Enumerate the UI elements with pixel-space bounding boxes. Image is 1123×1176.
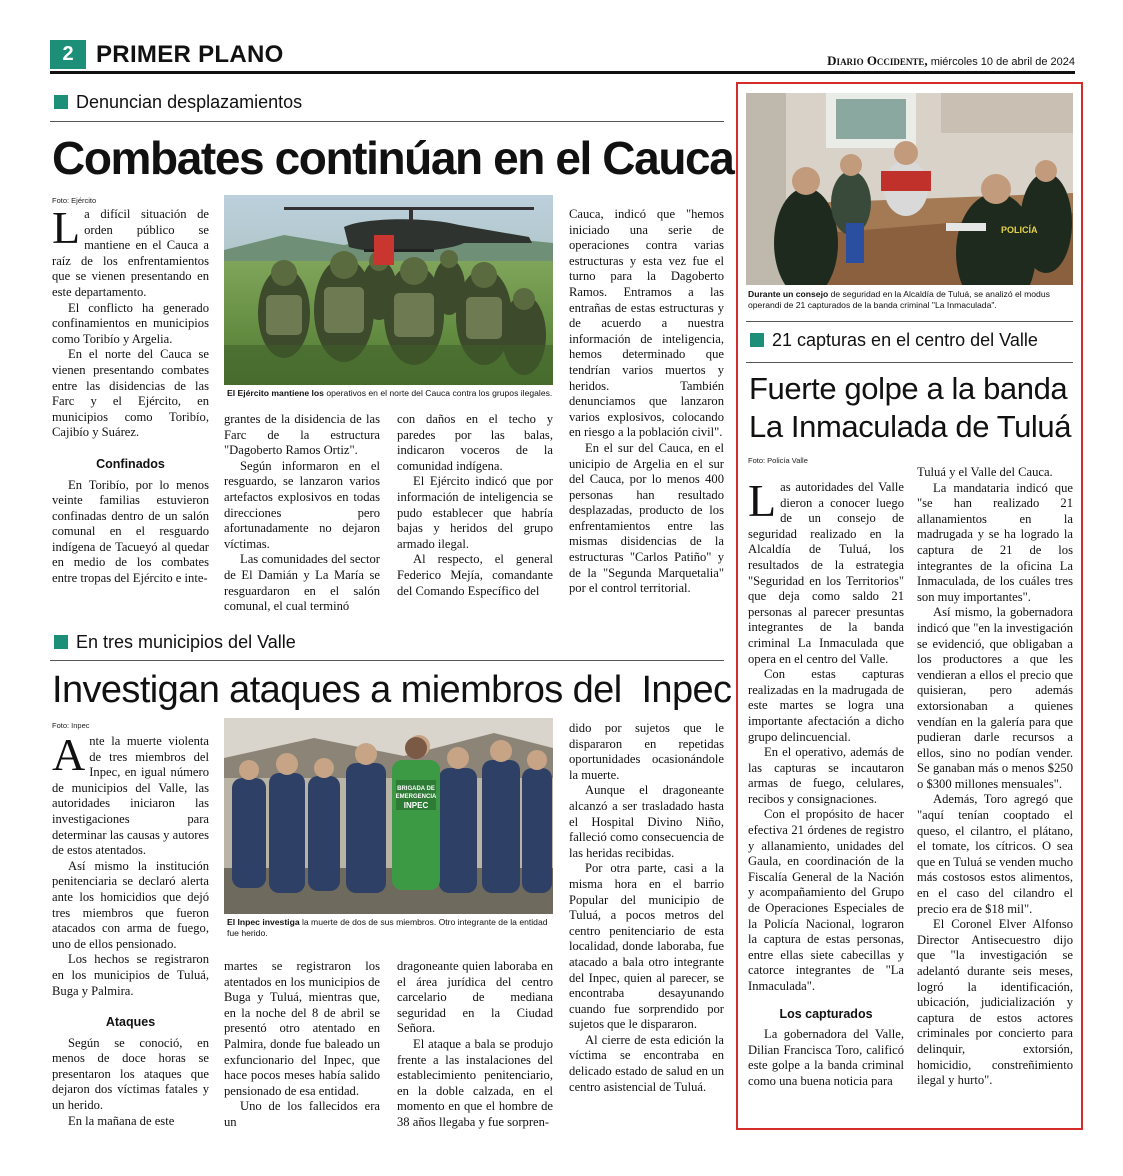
svg-text:EMERGENCIA: EMERGENCIA	[395, 794, 437, 800]
article2-kicker-rule	[50, 660, 724, 661]
article2-photo-caption: El Inpec investiga la muerte de dos de sus miembros. Otro integrante de la entidad fue herido.	[227, 917, 548, 938]
article2-kicker: En tres municipios del Valle	[54, 632, 296, 653]
article3-photo	[746, 93, 1073, 285]
article3-column-1: Las autoridades del Valle dieron a conocer luego de un consejo de seguridad realizado en la Alcaldía de Tuluá, los resultados de la estrategia "Seguridad en los Territorios" que deja como saldo 21 personas al parecer presuntas integrantes de la banda criminal La Inmaculada que opera en el centro del Valle. Con estas capturas realizadas en la madrugada de este martes se logra una importante afectación a dicho grupo delincuencial. En el operativo, además de las capturas se incautaron armas de fuego, celulares, recibos y consignaciones. Con el propósito de hacer efectiva 21 órdenes de registro y allanamiento, unidades del Gaula, en coordinación de la Fiscalía General de la Nación y acompañamiento del Grupo de Operaciones Especiales de la Policía Nacional, lograron la captura de estas personas, entre ellas siete cabecillas y catorce integrantes de "La Inmaculada". Los capturados La gobernadora del Valle, Dilian Francisca Toro, calificó este golpe a la banda criminal como una buena noticia para	[748, 475, 904, 1088]
article2-headline: Investigan ataques a miembros del Inpec	[52, 669, 732, 711]
article3-column-2: Tuluá y el Valle del Cauca. La mandataria indicó que "se han realizado 21 allanamientos en la madrugada y se ha logrado la captura de 21 de los integrantes de la oficina La Inmaculada, de los cuáles tres son muy importantes". Así mismo, la gobernadora indicó que "en la investigación se evidenció, que obligaban a los productores a que les vendieran a ellos el precio que quisieran, pero además extorsionaban a quienes vendían en la galería para que pudieran darle recursos a ellos, sino no podían vender. Se ganaban más o menos $250 o $300 millones mensuales". Además, Toro agregó que "aquí tenían cooptado el queso, el cilantro, el plátano, el tomate, los cítricos. O sea que en Tuluá se venden mucho más costosos estos alimentos, en el caso del cilandro el precio era de $18 mil". El Coronel Elver Alfonso Director Antisecuestro dijo que "la investigación se adelantó durante seis meses, logró la identificación, ubicación, judicialización y captura de estos actores criminales por concierto para delinquir, extorsión, homicidio, constreñimiento ilegal y hurto".	[917, 465, 1073, 1088]
section-square-icon	[54, 95, 68, 109]
article1-headline: Combates continúan en el Cauca	[52, 132, 734, 184]
svg-text:INPEC: INPEC	[403, 801, 429, 810]
article2-photo	[224, 718, 553, 914]
article3-kicker: 21 capturas en el centro del Valle	[750, 330, 1038, 351]
article1-column-4: Cauca, indicó que "hemos iniciado una serie de operaciones contra varias estructuras y esta vez fue el turno para la Dagoberto Ramos. Entramos a las entrañas de estas estructuras y de acuerdo a nuestra información de inteligencia, hemos determinado que tendrían varios muertos y heridos. También denunciamos que lanzaron varios explosivos, colocando en riesgo a la población civil". En el sur del Cauca, en el unicipio de Argelia en el sur del Cauca, por lo menos 400 personas han resultado desplazadas, producto de los enfrentamientos entre las mismas disidencias de la estructuras "Carlos Patiño" y de la "Segunda Marquetalia" por el control territorial.	[569, 207, 724, 596]
svg-text:BRIGADA DE: BRIGADA DE	[397, 786, 435, 792]
article2-column-4: dido por sujetos que le dispararon en repetidas oportunidades ocasionándole la muerte. Aunque el dragoneante alcanzó a ser trasladado hasta el Hospital Divino Niño, falleció como consecuencia de las heridas recibidas. Por otra parte, casi a la misma hora en el barrio Popular del municipio de Tuluá, a pocos metros del centro penitenciario de esta localidad, donde laboraba, fue atacado a bala otro integrante del Inpec, quien al parecer, se encontraba desayunando cuando fue sorprendido por sujetos que le dispararon. Al cierre de esta edición la víctima se encontraba en delicado estado de salud en un centro asistencial de Tuluá.	[569, 721, 724, 1094]
article3-subhead: Los capturados	[779, 1006, 873, 1021]
article1-photo-credit: Foto: Ejército	[52, 196, 97, 205]
article2-column-3: dragoneante quien laboraba en el área jurídica del centro carcelario de mediana seguridad en la Ciudad Señora. El ataque a bala se produjo frente a las instalaciones del establecimiento penitenciario, en la doble calzada, en el momento en que el hombre de 38 años llegaba y fue sorpren-	[397, 959, 553, 1129]
article1-column-2: grantes de la disidencia de las Farc de la estructura "Dagoberto Ramos Ortiz". Según informaron en el resguardo, se lanzaron varios artefactos explosivos en todas direcciones pero afortunadamente no dejaron víctimas. Las comunidades del sector de El Damián y La María se resguardaron en el salón comunal, el cual terminó	[224, 412, 380, 614]
article1-kicker: Denuncian desplazamientos	[54, 92, 302, 113]
article3-headline: Fuerte golpe a la banda La Inmaculada de Tuluá	[749, 371, 1072, 444]
article3-kicker-rule	[746, 362, 1073, 363]
section-square-icon	[750, 333, 764, 347]
section-title: PRIMER PLANO	[96, 41, 284, 68]
header-dateline	[760, 53, 1075, 69]
article1-column-3: con daños en el techo y paredes por las balas, indicaron voceros de la comunidad indígena. El Ejército indicó que por información de inteligencia se pudo establecer que habría bajas y heridos del grupo armado ilegal. Al respecto, el general Federico Mejía, comandante del Comando Específico del	[397, 412, 553, 598]
page-number: 2	[62, 43, 74, 65]
article1-subhead: Confinados	[96, 456, 165, 471]
section-square-icon	[54, 635, 68, 649]
article2-photo-credit: Foto: Inpec	[52, 721, 90, 730]
edition-date: miércoles 10 de abril de 2024	[930, 56, 1075, 68]
article3-kicker-top-rule	[746, 321, 1073, 322]
article1-photo	[224, 195, 553, 385]
article3-photo-caption: Durante un consejo de seguridad en la Alcaldía de Tuluá, se analizó el modus operandi de 21 capturados de la banda criminal "La Inmaculada".	[748, 289, 1050, 310]
article2-column-2: martes se registraron los atentados en los municipios de Buga y Tuluá, mientras que, en la noche del 8 de abril se presentó otro atentado en Palmira, donde fue baleado un exfuncionario del Inpec, que hace pocos meses había salido pensionado de esa entidad. Uno de los fallecidos era un	[224, 959, 380, 1129]
article3-photo-credit: Foto: Policía Valle	[748, 456, 808, 465]
masthead-name: Diario Occidente,	[827, 53, 928, 68]
article1-kicker-rule	[50, 121, 724, 122]
svg-text:POLICÍA: POLICÍA	[1001, 225, 1038, 235]
article1-column-1: La difícil situación de orden público se mantiene en el Cauca a raíz de los enfrentamientos que se vienen presentando en este departamento. El conflicto ha generado confinamientos en municipios como Toribío y Argelia. En el norte del Cauca se vienen presentando combates entre las disidencias de las Farc y el Ejército, en municipios como Toribío, Cajibío y Suárez. Confinados En Toribío, por lo menos veinte familias estuvieron confinadas dentro de un salón comunal en el resguardo indígena de Tacueyó al quedar en medio de los combates entre tropas del Ejército e inte-	[52, 202, 209, 586]
header-rule	[50, 71, 1075, 74]
article1-photo-caption: El Ejército mantiene los operativos en el norte del Cauca contra los grupos ilegales.	[227, 388, 553, 398]
article2-subhead: Ataques	[105, 1015, 156, 1030]
article2-column-1: Ante la muerte violenta de tres miembros del Inpec, en igual número de municipios del Valle, las autoridades iniciaron las investigaciones para determinar las causas y autores de estos atentados. Así mismo la institución penitenciaria se declaró alerta ante los homicidios que dejó tres miembros que fueron atacados con arma de fuego, uno de ellos pensionado. Los hechos se registraron en los municipios de Tuluá, Buga y Palmira. Ataques Según se conoció, en menos de doce horas se presentaron los ataques que dejaron dos víctimas fatales y un herido. En la mañana de este	[52, 729, 209, 1128]
